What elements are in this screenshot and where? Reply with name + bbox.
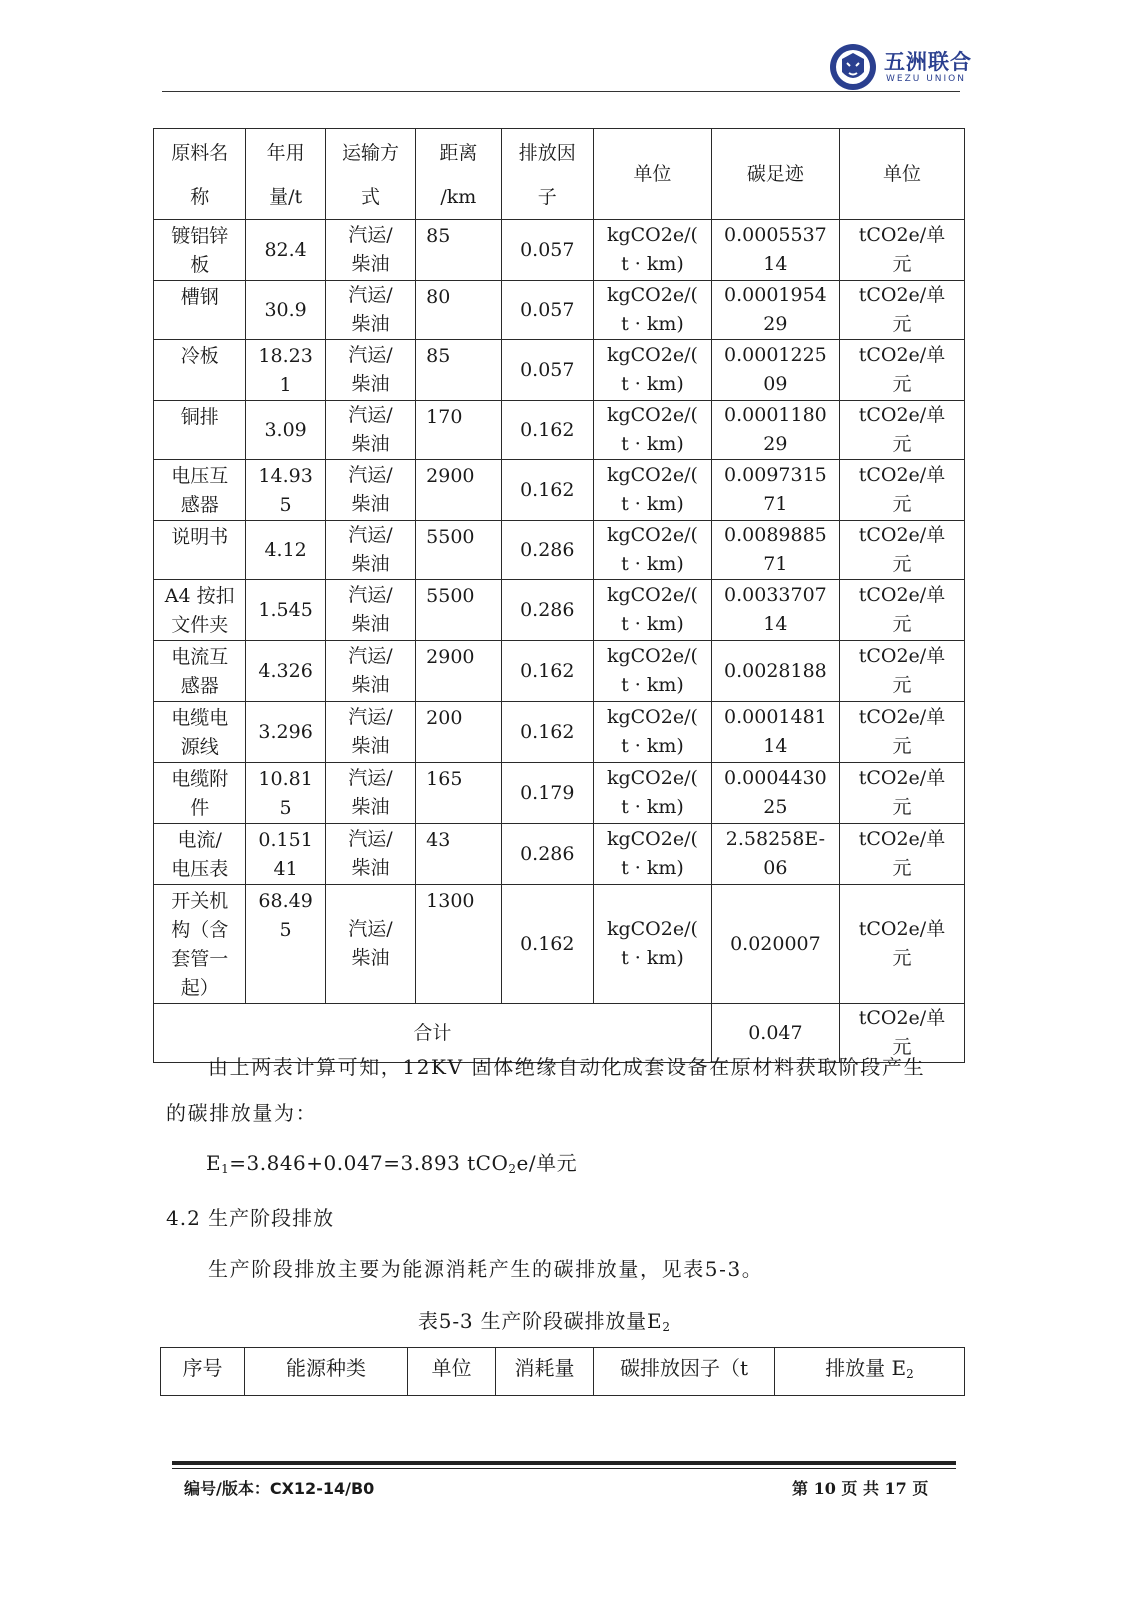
annual-usage-cell-line: 30.9 <box>264 298 307 321</box>
footprint-unit-cell-line: 元 <box>892 735 912 757</box>
footprint-unit-cell-line: tCO2e/单 <box>858 767 946 789</box>
distance-cell: 5500 <box>416 521 501 580</box>
header-material-name <box>154 129 246 220</box>
carbon-footprint-cell <box>711 521 839 580</box>
header-annual-usage-line: 年用 <box>266 142 305 164</box>
total-label: 合计 <box>154 1004 712 1063</box>
material-name-cell <box>154 340 246 401</box>
distance-cell: 80 <box>416 281 501 340</box>
footprint-unit-cell-line: tCO2e/单 <box>858 645 946 667</box>
unit-cell-line: t · km) <box>621 553 684 575</box>
unit-cell-line: kgCO2e/( <box>606 404 698 426</box>
table-row <box>154 641 965 702</box>
material-name-cell-line: 电缆电 <box>171 707 229 729</box>
material-name-cell-line: 文件夹 <box>171 614 229 636</box>
header-transport-mode-line: 运输方 <box>341 142 399 164</box>
transport-mode-cell <box>325 281 415 340</box>
material-name-cell <box>154 521 246 580</box>
emission-factor-cell: 0.162 <box>501 460 593 521</box>
transport-mode-cell-line: 汽运/ <box>348 404 393 426</box>
annual-usage-cell-line: 1.545 <box>258 598 313 621</box>
annual-usage-cell <box>246 521 325 580</box>
distance-cell: 85 <box>416 220 501 281</box>
carbon-footprint-cell <box>711 401 839 460</box>
material-name-cell-line: 感器 <box>180 494 219 516</box>
footprint-unit-cell-line: tCO2e/单 <box>858 284 946 306</box>
header-emission-factor: 碳排放因子（t <box>594 1348 775 1396</box>
transport-mode-cell <box>325 702 415 763</box>
unit-cell-line: kgCO2e/( <box>606 645 698 667</box>
carbon-footprint-cell <box>711 580 839 641</box>
distance-cell: 5500 <box>416 580 501 641</box>
footprint-unit-cell <box>839 521 964 580</box>
footprint-unit-cell-line: 元 <box>892 796 912 818</box>
material-name-cell-line: 电流/ <box>177 829 222 851</box>
footprint-unit-cell-line: tCO2e/单 <box>858 464 946 486</box>
total-unit-line: tCO2e/单 <box>858 1007 946 1029</box>
transport-mode-cell-line: 柴油 <box>351 253 390 275</box>
annual-usage-cell <box>246 824 325 885</box>
transport-mode-cell-line: 柴油 <box>351 947 390 969</box>
unit-cell-line: kgCO2e/( <box>606 706 698 728</box>
annual-usage-cell <box>246 580 325 641</box>
footprint-unit-cell <box>839 702 964 763</box>
unit-cell-line: kgCO2e/( <box>606 344 698 366</box>
table-row <box>154 763 965 824</box>
transport-mode-cell-line: 柴油 <box>351 674 390 696</box>
unit-cell-line: kgCO2e/( <box>606 524 698 546</box>
footprint-unit-cell-line: tCO2e/单 <box>858 584 946 606</box>
table-row <box>154 885 965 1004</box>
footprint-unit-cell-line: tCO2e/单 <box>858 706 946 728</box>
carbon-footprint-cell-line: 14 <box>763 613 788 635</box>
emission-factor-cell: 0.179 <box>501 763 593 824</box>
header-seq-no: 序号 <box>161 1348 245 1396</box>
transport-mode-cell <box>325 521 415 580</box>
emission-factor-cell: 0.162 <box>501 401 593 460</box>
footprint-unit-cell <box>839 401 964 460</box>
annual-usage-cell-line: 4.12 <box>264 538 307 561</box>
header-emission-factor <box>501 129 593 220</box>
annual-usage-cell-line: 68.49 <box>258 890 313 912</box>
footprint-unit-cell-line: 元 <box>892 947 912 969</box>
carbon-footprint-cell <box>711 281 839 340</box>
unit-cell-line: kgCO2e/( <box>606 767 698 789</box>
table-row <box>154 281 965 340</box>
carbon-footprint-cell-line: 06 <box>763 857 788 879</box>
carbon-footprint-cell <box>711 885 839 1004</box>
carbon-footprint-cell <box>711 220 839 281</box>
footprint-unit-cell-line: 元 <box>892 674 912 696</box>
transport-mode-cell-line: 汽运/ <box>348 706 393 728</box>
transport-mode-cell-line: 柴油 <box>351 493 390 515</box>
carbon-footprint-cell-line: 0.0001225 <box>724 344 827 366</box>
emission-factor-cell: 0.057 <box>501 281 593 340</box>
annual-usage-cell-line: 3.296 <box>258 720 313 743</box>
material-name-cell <box>154 281 246 340</box>
annual-usage-cell <box>246 401 325 460</box>
material-name-cell-line: 电缆附 <box>171 768 229 790</box>
carbon-footprint-cell-line: 14 <box>763 735 788 757</box>
material-name-cell-line: 感器 <box>180 675 219 697</box>
carbon-footprint-cell-line: 29 <box>763 313 788 335</box>
material-name-cell <box>154 460 246 521</box>
material-name-cell-line: 电压表 <box>171 858 229 880</box>
unit-cell <box>594 401 712 460</box>
transport-mode-cell-line: 柴油 <box>351 553 390 575</box>
unit-cell-line: kgCO2e/( <box>606 828 698 850</box>
transport-mode-cell-line: 汽运/ <box>348 284 393 306</box>
carbon-footprint-cell-line: 0.0089885 <box>724 524 827 546</box>
footprint-unit-cell-line: 元 <box>892 493 912 515</box>
unit-cell-line: kgCO2e/( <box>606 918 698 940</box>
footprint-unit-cell-line: 元 <box>892 553 912 575</box>
material-name-cell <box>154 702 246 763</box>
footprint-unit-cell <box>839 340 964 401</box>
summary-paragraph-line2: 的碳排放量为： <box>166 1101 318 1125</box>
transport-mode-cell <box>325 885 415 1004</box>
material-name-cell-line: 构（含 <box>171 919 229 941</box>
unit-cell-line: t · km) <box>621 857 684 879</box>
header-annual-usage <box>246 129 325 220</box>
carbon-footprint-cell-line: 0.0033707 <box>724 584 827 606</box>
footprint-unit-cell <box>839 885 964 1004</box>
footprint-unit-cell <box>839 580 964 641</box>
total-value: 0.047 <box>711 1004 839 1063</box>
carbon-footprint-cell-line: 25 <box>763 796 788 818</box>
unit-cell <box>594 702 712 763</box>
header-material-name-line: 原料名 <box>171 142 229 164</box>
emission-factor-cell: 0.162 <box>501 885 593 1004</box>
table-row <box>154 401 965 460</box>
section-heading: 4.2 生产阶段排放 <box>166 1206 335 1230</box>
company-logo <box>828 40 972 96</box>
annual-usage-cell <box>246 641 325 702</box>
carbon-footprint-cell-line: 09 <box>763 373 788 395</box>
transport-mode-cell-line: 柴油 <box>351 735 390 757</box>
footprint-unit-cell-line: tCO2e/单 <box>858 344 946 366</box>
material-name-cell-line: 件 <box>190 797 210 819</box>
footer-divider-thick <box>172 1461 956 1465</box>
material-name-cell-line: 起） <box>180 977 219 999</box>
carbon-footprint-cell <box>711 340 839 401</box>
header-distance-line: 距离 <box>439 142 478 164</box>
carbon-footprint-cell-line: 0.0004430 <box>724 767 827 789</box>
emission-factor-cell: 0.286 <box>501 580 593 641</box>
material-name-cell-line: 套管一 <box>171 948 229 970</box>
emission-factor-cell: 0.162 <box>501 641 593 702</box>
carbon-footprint-cell-line: 0.0097315 <box>724 464 827 486</box>
transport-mode-cell <box>325 401 415 460</box>
document-code: 编号/版本：CX12-14/B0 <box>184 1479 375 1498</box>
unit-cell-line: t · km) <box>621 433 684 455</box>
footprint-unit-cell <box>839 460 964 521</box>
annual-usage-cell-line: 0.151 <box>258 829 313 851</box>
unit-cell <box>594 460 712 521</box>
transport-mode-cell <box>325 580 415 641</box>
unit-cell-line: t · km) <box>621 253 684 275</box>
distance-cell: 43 <box>416 824 501 885</box>
footer-divider-thin <box>172 1468 956 1469</box>
unit-cell <box>594 580 712 641</box>
table-row <box>154 220 965 281</box>
footprint-unit-cell <box>839 281 964 340</box>
unit-cell-line: kgCO2e/( <box>606 584 698 606</box>
emission-formula: $E_1=3.846+0.047=3.893$ tCO$_2$e/单元 <box>206 1151 578 1176</box>
header-divider <box>162 91 960 92</box>
unit-cell-line: t · km) <box>621 373 684 395</box>
header-consumption: 消耗量 <box>496 1348 594 1396</box>
carbon-footprint-cell <box>711 702 839 763</box>
distance-cell: 2900 <box>416 460 501 521</box>
transport-mode-cell-line: 柴油 <box>351 433 390 455</box>
footprint-unit-cell <box>839 641 964 702</box>
material-name-cell-line: 说明书 <box>171 526 229 548</box>
header-transport-mode-line: 式 <box>360 186 380 208</box>
distance-cell: 2900 <box>416 641 501 702</box>
carbon-footprint-cell-line: 0.0001954 <box>724 284 827 306</box>
footprint-unit-cell-line: 元 <box>892 253 912 275</box>
transport-mode-cell-line: 柴油 <box>351 313 390 335</box>
logo-english-name: WEZU UNION <box>886 74 966 84</box>
production-emission-table <box>160 1347 965 1396</box>
footprint-unit-cell-line: 元 <box>892 373 912 395</box>
header-emission-factor-line: 排放因 <box>518 142 576 164</box>
transport-mode-cell-line: 汽运/ <box>348 584 393 606</box>
header-unit: 单位 <box>408 1348 496 1396</box>
footprint-unit-cell-line: tCO2e/单 <box>858 404 946 426</box>
unit-cell <box>594 521 712 580</box>
emission-factor-cell: 0.057 <box>501 220 593 281</box>
table-header-row <box>154 129 965 220</box>
annual-usage-cell <box>246 340 325 401</box>
carbon-footprint-cell-line: 0.0001481 <box>724 706 827 728</box>
table-row <box>154 340 965 401</box>
annual-usage-cell-line: 5 <box>279 919 292 941</box>
header-material-name-line: 称 <box>190 186 210 208</box>
production-paragraph: 生产阶段排放主要为能源消耗产生的碳排放量，见表5-3。 <box>208 1257 764 1281</box>
carbon-footprint-cell-line: 29 <box>763 433 788 455</box>
unit-cell-line: t · km) <box>621 313 684 335</box>
table-row <box>154 460 965 521</box>
transport-mode-cell-line: 汽运/ <box>348 344 393 366</box>
table-row <box>154 521 965 580</box>
material-name-cell-line: 电压互 <box>171 465 229 487</box>
transport-mode-cell <box>325 340 415 401</box>
unit-cell <box>594 281 712 340</box>
annual-usage-cell <box>246 281 325 340</box>
footprint-unit-cell-line: 元 <box>892 433 912 455</box>
header-annual-usage-line: 量/t <box>269 186 303 208</box>
material-name-cell-line: A4 按扣 <box>164 585 235 607</box>
transport-mode-cell-line: 柴油 <box>351 796 390 818</box>
footprint-unit-cell <box>839 824 964 885</box>
e2-header-row <box>161 1348 965 1396</box>
header-emission-amount: 排放量 $E_2$ <box>775 1348 965 1396</box>
material-name-cell <box>154 401 246 460</box>
transport-mode-cell-line: 汽运/ <box>348 645 393 667</box>
emission-factor-cell: 0.286 <box>501 521 593 580</box>
header-unit: 单位 <box>594 129 712 220</box>
unit-cell <box>594 885 712 1004</box>
unit-cell <box>594 340 712 401</box>
transport-mode-cell <box>325 763 415 824</box>
header-transport-mode <box>325 129 415 220</box>
annual-usage-cell-line: 5 <box>279 797 292 819</box>
unit-cell-line: t · km) <box>621 796 684 818</box>
annual-usage-cell <box>246 220 325 281</box>
footprint-unit-cell-line: 元 <box>892 313 912 335</box>
transport-mode-cell <box>325 641 415 702</box>
material-name-cell <box>154 580 246 641</box>
annual-usage-cell-line: 4.326 <box>258 659 313 682</box>
transport-mode-cell-line: 汽运/ <box>348 224 393 246</box>
annual-usage-cell <box>246 763 325 824</box>
transport-mode-cell-line: 汽运/ <box>348 767 393 789</box>
annual-usage-cell-line: 14.93 <box>258 465 313 487</box>
distance-cell: 165 <box>416 763 501 824</box>
carbon-footprint-cell-line: 2.58258E- <box>725 828 825 850</box>
annual-usage-cell-line: 18.23 <box>258 345 313 367</box>
material-name-cell <box>154 220 246 281</box>
unit-cell-line: t · km) <box>621 947 684 969</box>
header-emission-factor-line: 子 <box>537 186 557 208</box>
unit-cell-line: kgCO2e/( <box>606 224 698 246</box>
annual-usage-cell <box>246 460 325 521</box>
page-number: 第 10 页 共 17 页 <box>792 1479 929 1498</box>
carbon-footprint-cell <box>711 460 839 521</box>
material-name-cell <box>154 885 246 1004</box>
transport-mode-cell <box>325 460 415 521</box>
material-name-cell-line: 源线 <box>180 736 219 758</box>
annual-usage-cell-line: 3.09 <box>264 418 307 441</box>
annual-usage-cell-line: 5 <box>279 494 292 516</box>
material-name-cell-line: 电流互 <box>171 646 229 668</box>
material-name-cell-line: 冷板 <box>180 345 219 367</box>
unit-cell <box>594 641 712 702</box>
material-name-cell <box>154 641 246 702</box>
carbon-footprint-cell-line: 14 <box>763 253 788 275</box>
unit-cell-line: kgCO2e/( <box>606 284 698 306</box>
material-name-cell-line: 槽钢 <box>180 286 219 308</box>
transport-mode-cell-line: 柴油 <box>351 373 390 395</box>
carbon-footprint-cell-line: 0.0001180 <box>724 404 827 426</box>
header-distance-line: /km <box>440 186 477 208</box>
material-transport-table <box>153 128 965 1063</box>
carbon-footprint-cell-line: 71 <box>763 493 788 515</box>
transport-mode-cell-line: 汽运/ <box>348 918 393 940</box>
carbon-footprint-cell-line: 0.0028188 <box>724 659 827 682</box>
footprint-unit-cell <box>839 763 964 824</box>
header-footprint-unit: 单位 <box>839 129 964 220</box>
material-name-cell-line: 铜排 <box>180 406 219 428</box>
unit-cell <box>594 824 712 885</box>
transport-mode-cell <box>325 824 415 885</box>
unit-cell-line: t · km) <box>621 735 684 757</box>
transport-mode-cell-line: 柴油 <box>351 613 390 635</box>
carbon-footprint-cell-line: 0.0005537 <box>724 224 827 246</box>
footprint-unit-cell-line: 元 <box>892 613 912 635</box>
annual-usage-cell <box>246 702 325 763</box>
table-row <box>154 580 965 641</box>
annual-usage-cell-line: 82.4 <box>264 238 307 261</box>
annual-usage-cell <box>246 885 325 1004</box>
unit-cell <box>594 220 712 281</box>
transport-mode-cell-line: 柴油 <box>351 857 390 879</box>
transport-mode-cell-line: 汽运/ <box>348 464 393 486</box>
summary-paragraph-line1: 由上两表计算可知，12KV 固体绝缘自动化成套设备在原材料获取阶段产生 <box>208 1055 926 1079</box>
header-distance <box>416 129 501 220</box>
distance-cell: 85 <box>416 340 501 401</box>
header-carbon-footprint: 碳足迹 <box>711 129 839 220</box>
total-unit-line: 元 <box>892 1036 912 1058</box>
unit-cell-line: t · km) <box>621 493 684 515</box>
logo-chinese-name: 五洲联合 <box>884 50 972 74</box>
material-name-cell-line: 镀铝锌 <box>171 225 229 247</box>
lion-shield-icon <box>828 42 878 92</box>
emission-factor-cell: 0.162 <box>501 702 593 763</box>
material-name-cell <box>154 824 246 885</box>
material-name-cell-line: 开关机 <box>171 890 229 912</box>
carbon-footprint-cell <box>711 824 839 885</box>
transport-mode-cell <box>325 220 415 281</box>
footprint-unit-cell <box>839 220 964 281</box>
annual-usage-cell-line: 1 <box>279 374 292 396</box>
header-energy-type: 能源种类 <box>245 1348 408 1396</box>
distance-cell: 200 <box>416 702 501 763</box>
distance-cell: 170 <box>416 401 501 460</box>
unit-cell-line: t · km) <box>621 613 684 635</box>
distance-cell: 1300 <box>416 885 501 1004</box>
footprint-unit-cell-line: tCO2e/单 <box>858 918 946 940</box>
unit-cell-line: t · km) <box>621 674 684 696</box>
material-name-cell <box>154 763 246 824</box>
table-caption: 表5-3 生产阶段碳排放量$E_2$ <box>418 1309 671 1334</box>
footprint-unit-cell-line: tCO2e/单 <box>858 224 946 246</box>
unit-cell <box>594 763 712 824</box>
carbon-footprint-cell <box>711 763 839 824</box>
table-row <box>154 702 965 763</box>
carbon-footprint-cell-line: 0.020007 <box>730 932 821 955</box>
carbon-footprint-cell-line: 71 <box>763 553 788 575</box>
annual-usage-cell-line: 41 <box>273 858 298 880</box>
transport-mode-cell-line: 汽运/ <box>348 828 393 850</box>
emission-factor-cell: 0.286 <box>501 824 593 885</box>
footprint-unit-cell-line: 元 <box>892 857 912 879</box>
annual-usage-cell-line: 10.81 <box>258 768 313 790</box>
unit-cell-line: kgCO2e/( <box>606 464 698 486</box>
footprint-unit-cell-line: tCO2e/单 <box>858 524 946 546</box>
table-row <box>154 824 965 885</box>
material-name-cell-line: 板 <box>190 254 210 276</box>
emission-factor-cell: 0.057 <box>501 340 593 401</box>
transport-mode-cell-line: 汽运/ <box>348 524 393 546</box>
carbon-footprint-cell <box>711 641 839 702</box>
footprint-unit-cell-line: tCO2e/单 <box>858 828 946 850</box>
